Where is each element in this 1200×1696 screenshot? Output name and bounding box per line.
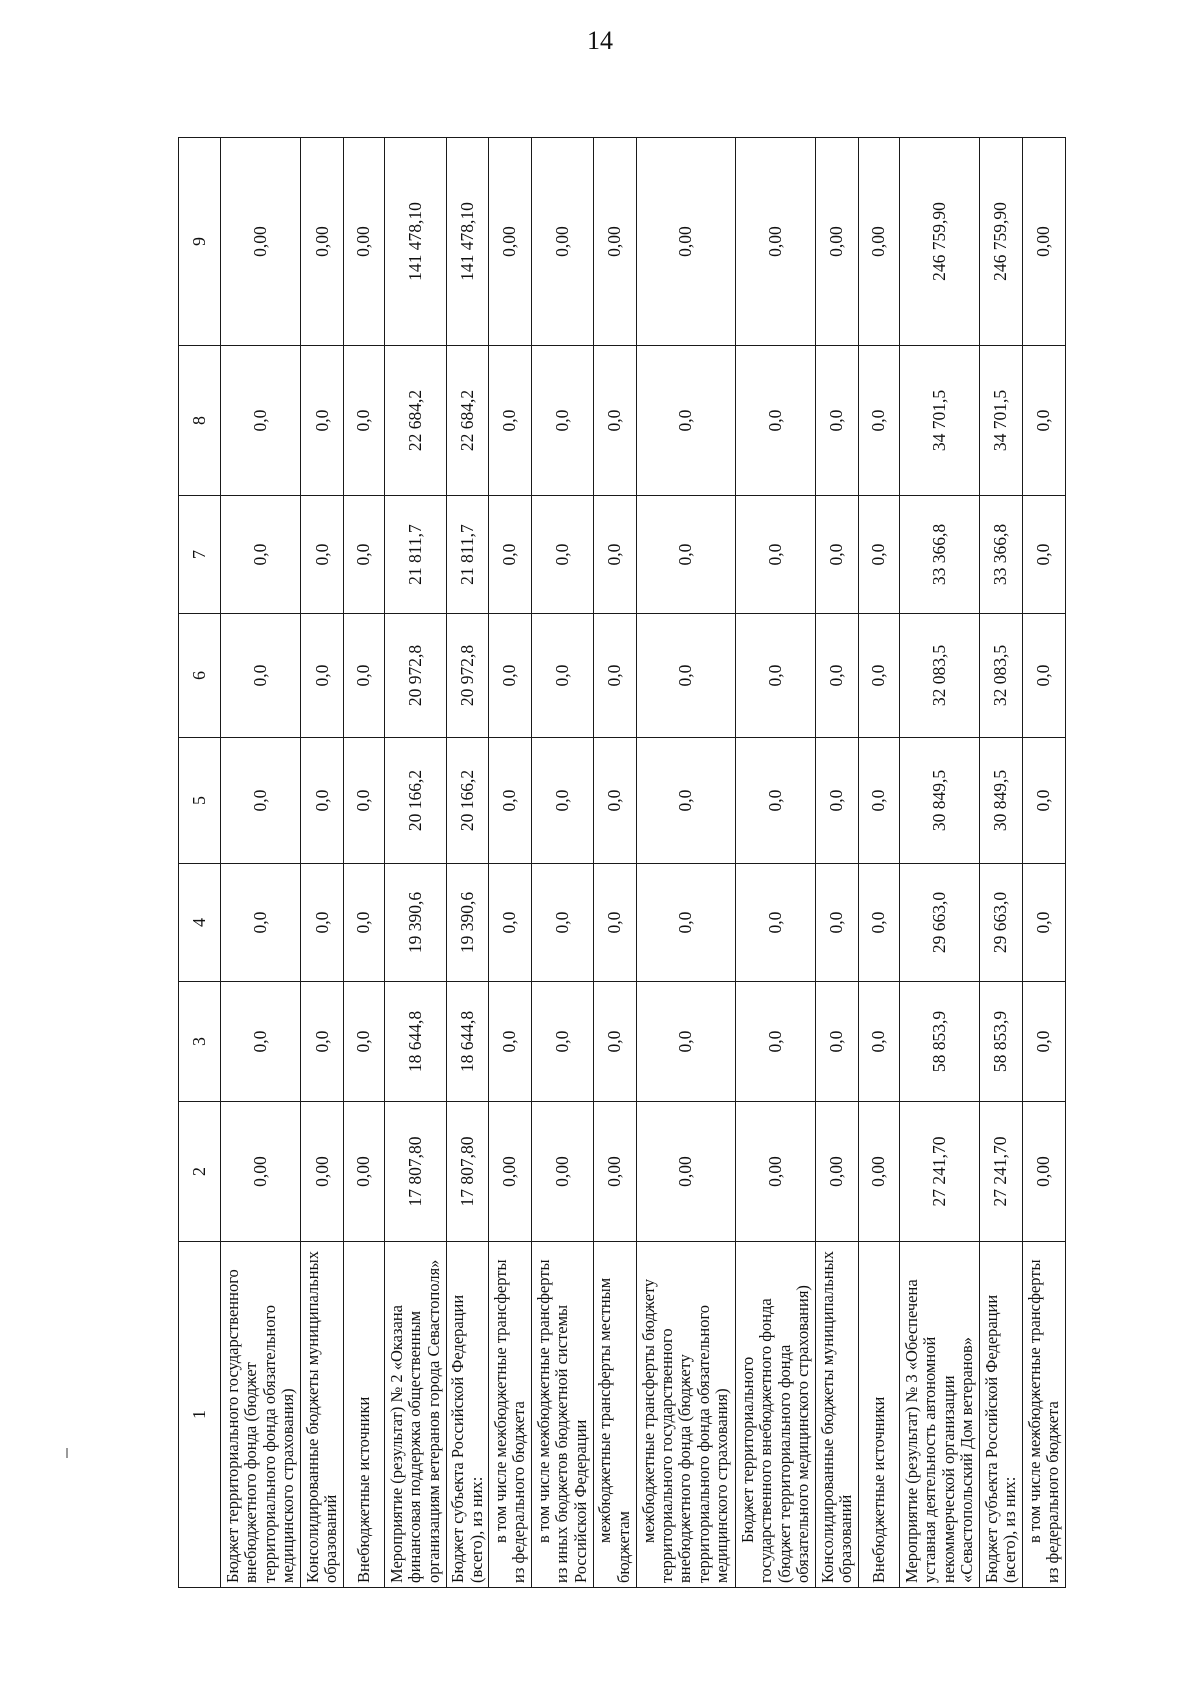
value-cell: 0,0 <box>636 346 735 496</box>
table-row <box>1023 138 1066 1588</box>
column-header-5: 5 <box>179 738 221 864</box>
value-cell: 0,0 <box>221 738 301 864</box>
value-cell: 0,0 <box>344 864 385 982</box>
value-cell: 22 684,2 <box>385 346 447 496</box>
column-header-9: 9 <box>179 138 221 346</box>
margin-mark <box>66 1448 68 1458</box>
value-cell: 17 807,80 <box>446 1102 489 1242</box>
column-header-1: 1 <box>179 1242 221 1588</box>
column-header-3: 3 <box>179 982 221 1102</box>
column-header-7: 7 <box>179 496 221 614</box>
row-label: Мероприятие (результат) № 2 «Оказана финансовая поддержка общественным организациям ветеранов города Севастополя» <box>385 1242 447 1588</box>
value-cell: 0,0 <box>593 982 636 1102</box>
value-cell: 0,00 <box>532 138 594 346</box>
value-cell: 0,0 <box>859 864 900 982</box>
value-cell: 0,0 <box>735 346 815 496</box>
value-cell: 0,0 <box>735 864 815 982</box>
table-row <box>636 138 735 1588</box>
value-cell: 0,0 <box>301 614 344 738</box>
value-cell: 0,0 <box>636 496 735 614</box>
value-cell: 0,00 <box>636 1102 735 1242</box>
value-cell: 141 478,10 <box>385 138 447 346</box>
table-row <box>980 138 1023 1588</box>
value-cell: 18 644,8 <box>385 982 447 1102</box>
row-label: Бюджет субъекта Российской Федерации (всего), из них: <box>980 1242 1023 1588</box>
row-label: Бюджет территориального государственного внебюджетного фонда (бюджет территориального фонда обязательного медицинского страхования) <box>221 1242 301 1588</box>
table-container <box>178 138 1066 1588</box>
value-cell: 29 663,0 <box>980 864 1023 982</box>
value-cell: 0,00 <box>735 1102 815 1242</box>
table-row <box>859 138 900 1588</box>
value-cell: 0,0 <box>532 864 594 982</box>
value-cell: 0,0 <box>344 496 385 614</box>
value-cell: 0,00 <box>344 1102 385 1242</box>
value-cell: 0,0 <box>532 496 594 614</box>
row-label: в том числе межбюджетные трансферты из федерального бюджета <box>489 1242 532 1588</box>
value-cell: 0,0 <box>301 346 344 496</box>
row-label: Консолидированные бюджеты муниципальных образований <box>816 1242 859 1588</box>
value-cell: 0,0 <box>1023 982 1066 1102</box>
value-cell: 0,00 <box>735 138 815 346</box>
value-cell: 0,0 <box>816 738 859 864</box>
table-row <box>489 138 532 1588</box>
value-cell: 0,0 <box>816 346 859 496</box>
value-cell: 29 663,0 <box>899 864 979 982</box>
value-cell: 20 166,2 <box>385 738 447 864</box>
value-cell: 20 166,2 <box>446 738 489 864</box>
value-cell: 0,0 <box>593 496 636 614</box>
column-header-6: 6 <box>179 614 221 738</box>
row-label: в том числе межбюджетные трансферты из федерального бюджета <box>1023 1242 1066 1588</box>
value-cell: 0,0 <box>489 982 532 1102</box>
value-cell: 0,00 <box>301 138 344 346</box>
page-number: 14 <box>587 26 613 55</box>
table-row <box>385 138 447 1588</box>
value-cell: 34 701,5 <box>899 346 979 496</box>
table-row <box>344 138 385 1588</box>
table-row <box>816 138 859 1588</box>
value-cell: 0,0 <box>1023 864 1066 982</box>
value-cell: 0,0 <box>735 496 815 614</box>
value-cell: 0,0 <box>593 864 636 982</box>
table-header-row <box>179 138 221 1588</box>
row-label: в том числе межбюджетные трансферты из иных бюджетов бюджетной системы Российской Федерации <box>532 1242 594 1588</box>
value-cell: 0,00 <box>816 138 859 346</box>
value-cell: 246 759,90 <box>899 138 979 346</box>
value-cell: 58 853,9 <box>980 982 1023 1102</box>
column-header-4: 4 <box>179 864 221 982</box>
row-label: Бюджет территориального государственного внебюджетного фонда (бюджет территориального фонда обязательного медицинского страхования) <box>735 1242 815 1588</box>
value-cell: 246 759,90 <box>980 138 1023 346</box>
value-cell: 0,0 <box>859 614 900 738</box>
value-cell: 30 849,5 <box>980 738 1023 864</box>
value-cell: 0,00 <box>489 1102 532 1242</box>
financing-table <box>178 137 1066 1588</box>
table-row <box>593 138 636 1588</box>
value-cell: 0,0 <box>344 738 385 864</box>
value-cell: 0,00 <box>859 1102 900 1242</box>
value-cell: 0,0 <box>301 738 344 864</box>
value-cell: 0,0 <box>221 346 301 496</box>
value-cell: 0,0 <box>636 614 735 738</box>
value-cell: 0,0 <box>489 738 532 864</box>
value-cell: 0,0 <box>1023 614 1066 738</box>
value-cell: 0,0 <box>859 496 900 614</box>
value-cell: 0,0 <box>593 614 636 738</box>
value-cell: 0,0 <box>735 982 815 1102</box>
value-cell: 0,0 <box>816 864 859 982</box>
value-cell: 32 083,5 <box>899 614 979 738</box>
value-cell: 0,0 <box>532 982 594 1102</box>
value-cell: 0,00 <box>636 138 735 346</box>
value-cell: 20 972,8 <box>385 614 447 738</box>
row-label: Внебюджетные источники <box>859 1242 900 1588</box>
value-cell: 0,0 <box>532 738 594 864</box>
value-cell: 0,00 <box>344 138 385 346</box>
value-cell: 0,00 <box>593 138 636 346</box>
table-row <box>532 138 594 1588</box>
value-cell: 58 853,9 <box>899 982 979 1102</box>
value-cell: 30 849,5 <box>899 738 979 864</box>
value-cell: 0,0 <box>301 982 344 1102</box>
table-row <box>446 138 489 1588</box>
value-cell: 0,00 <box>221 138 301 346</box>
value-cell: 0,0 <box>532 346 594 496</box>
value-cell: 0,0 <box>735 614 815 738</box>
row-label: межбюджетные трансферты местным бюджетам <box>593 1242 636 1588</box>
value-cell: 27 241,70 <box>899 1102 979 1242</box>
value-cell: 0,00 <box>489 138 532 346</box>
value-cell: 0,0 <box>221 496 301 614</box>
value-cell: 22 684,2 <box>446 346 489 496</box>
value-cell: 0,00 <box>1023 1102 1066 1242</box>
value-cell: 27 241,70 <box>980 1102 1023 1242</box>
value-cell: 0,0 <box>859 982 900 1102</box>
value-cell: 19 390,6 <box>385 864 447 982</box>
value-cell: 0,0 <box>489 614 532 738</box>
value-cell: 0,0 <box>636 738 735 864</box>
value-cell: 0,0 <box>816 496 859 614</box>
value-cell: 0,0 <box>489 864 532 982</box>
value-cell: 0,0 <box>816 982 859 1102</box>
value-cell: 20 972,8 <box>446 614 489 738</box>
value-cell: 0,0 <box>344 346 385 496</box>
value-cell: 0,0 <box>221 864 301 982</box>
value-cell: 0,0 <box>859 346 900 496</box>
value-cell: 0,00 <box>301 1102 344 1242</box>
value-cell: 0,0 <box>221 982 301 1102</box>
value-cell: 0,0 <box>1023 346 1066 496</box>
value-cell: 0,0 <box>489 496 532 614</box>
value-cell: 0,0 <box>301 864 344 982</box>
value-cell: 0,0 <box>532 614 594 738</box>
value-cell: 0,0 <box>735 738 815 864</box>
value-cell: 0,0 <box>859 738 900 864</box>
value-cell: 0,0 <box>301 496 344 614</box>
value-cell: 0,0 <box>1023 738 1066 864</box>
value-cell: 33 366,8 <box>899 496 979 614</box>
value-cell: 34 701,5 <box>980 346 1023 496</box>
value-cell: 0,0 <box>593 738 636 864</box>
row-label: межбюджетные трансферты бюджету территориального государственного внебюджетного фонда (бюджету территориального фонда обязательного медицинского страхования) <box>636 1242 735 1588</box>
value-cell: 0,0 <box>593 346 636 496</box>
value-cell: 0,0 <box>489 346 532 496</box>
value-cell: 0,00 <box>859 138 900 346</box>
table-row <box>735 138 815 1588</box>
value-cell: 0,00 <box>221 1102 301 1242</box>
table-row <box>899 138 979 1588</box>
value-cell: 141 478,10 <box>446 138 489 346</box>
table-body <box>221 138 1066 1588</box>
value-cell: 0,0 <box>221 614 301 738</box>
value-cell: 17 807,80 <box>385 1102 447 1242</box>
value-cell: 0,0 <box>344 982 385 1102</box>
value-cell: 18 644,8 <box>446 982 489 1102</box>
value-cell: 0,0 <box>636 982 735 1102</box>
value-cell: 0,00 <box>816 1102 859 1242</box>
value-cell: 0,0 <box>344 614 385 738</box>
table-row <box>221 138 301 1588</box>
value-cell: 21 811,7 <box>385 496 447 614</box>
value-cell: 0,00 <box>1023 138 1066 346</box>
value-cell: 0,00 <box>593 1102 636 1242</box>
value-cell: 0,0 <box>1023 496 1066 614</box>
row-label: Консолидированные бюджеты муниципальных образований <box>301 1242 344 1588</box>
column-header-8: 8 <box>179 346 221 496</box>
value-cell: 32 083,5 <box>980 614 1023 738</box>
value-cell: 0,0 <box>816 614 859 738</box>
row-label: Бюджет субъекта Российской Федерации (всего), из них: <box>446 1242 489 1588</box>
row-label: Внебюджетные источники <box>344 1242 385 1588</box>
table-row <box>301 138 344 1588</box>
value-cell: 21 811,7 <box>446 496 489 614</box>
value-cell: 33 366,8 <box>980 496 1023 614</box>
value-cell: 19 390,6 <box>446 864 489 982</box>
row-label: Мероприятие (результат) № 3 «Обеспечена уставная деятельность автономной некоммерческой организации «Севастопольский Дом ветеранов» <box>899 1242 979 1588</box>
value-cell: 0,0 <box>636 864 735 982</box>
column-header-2: 2 <box>179 1102 221 1242</box>
value-cell: 0,00 <box>532 1102 594 1242</box>
